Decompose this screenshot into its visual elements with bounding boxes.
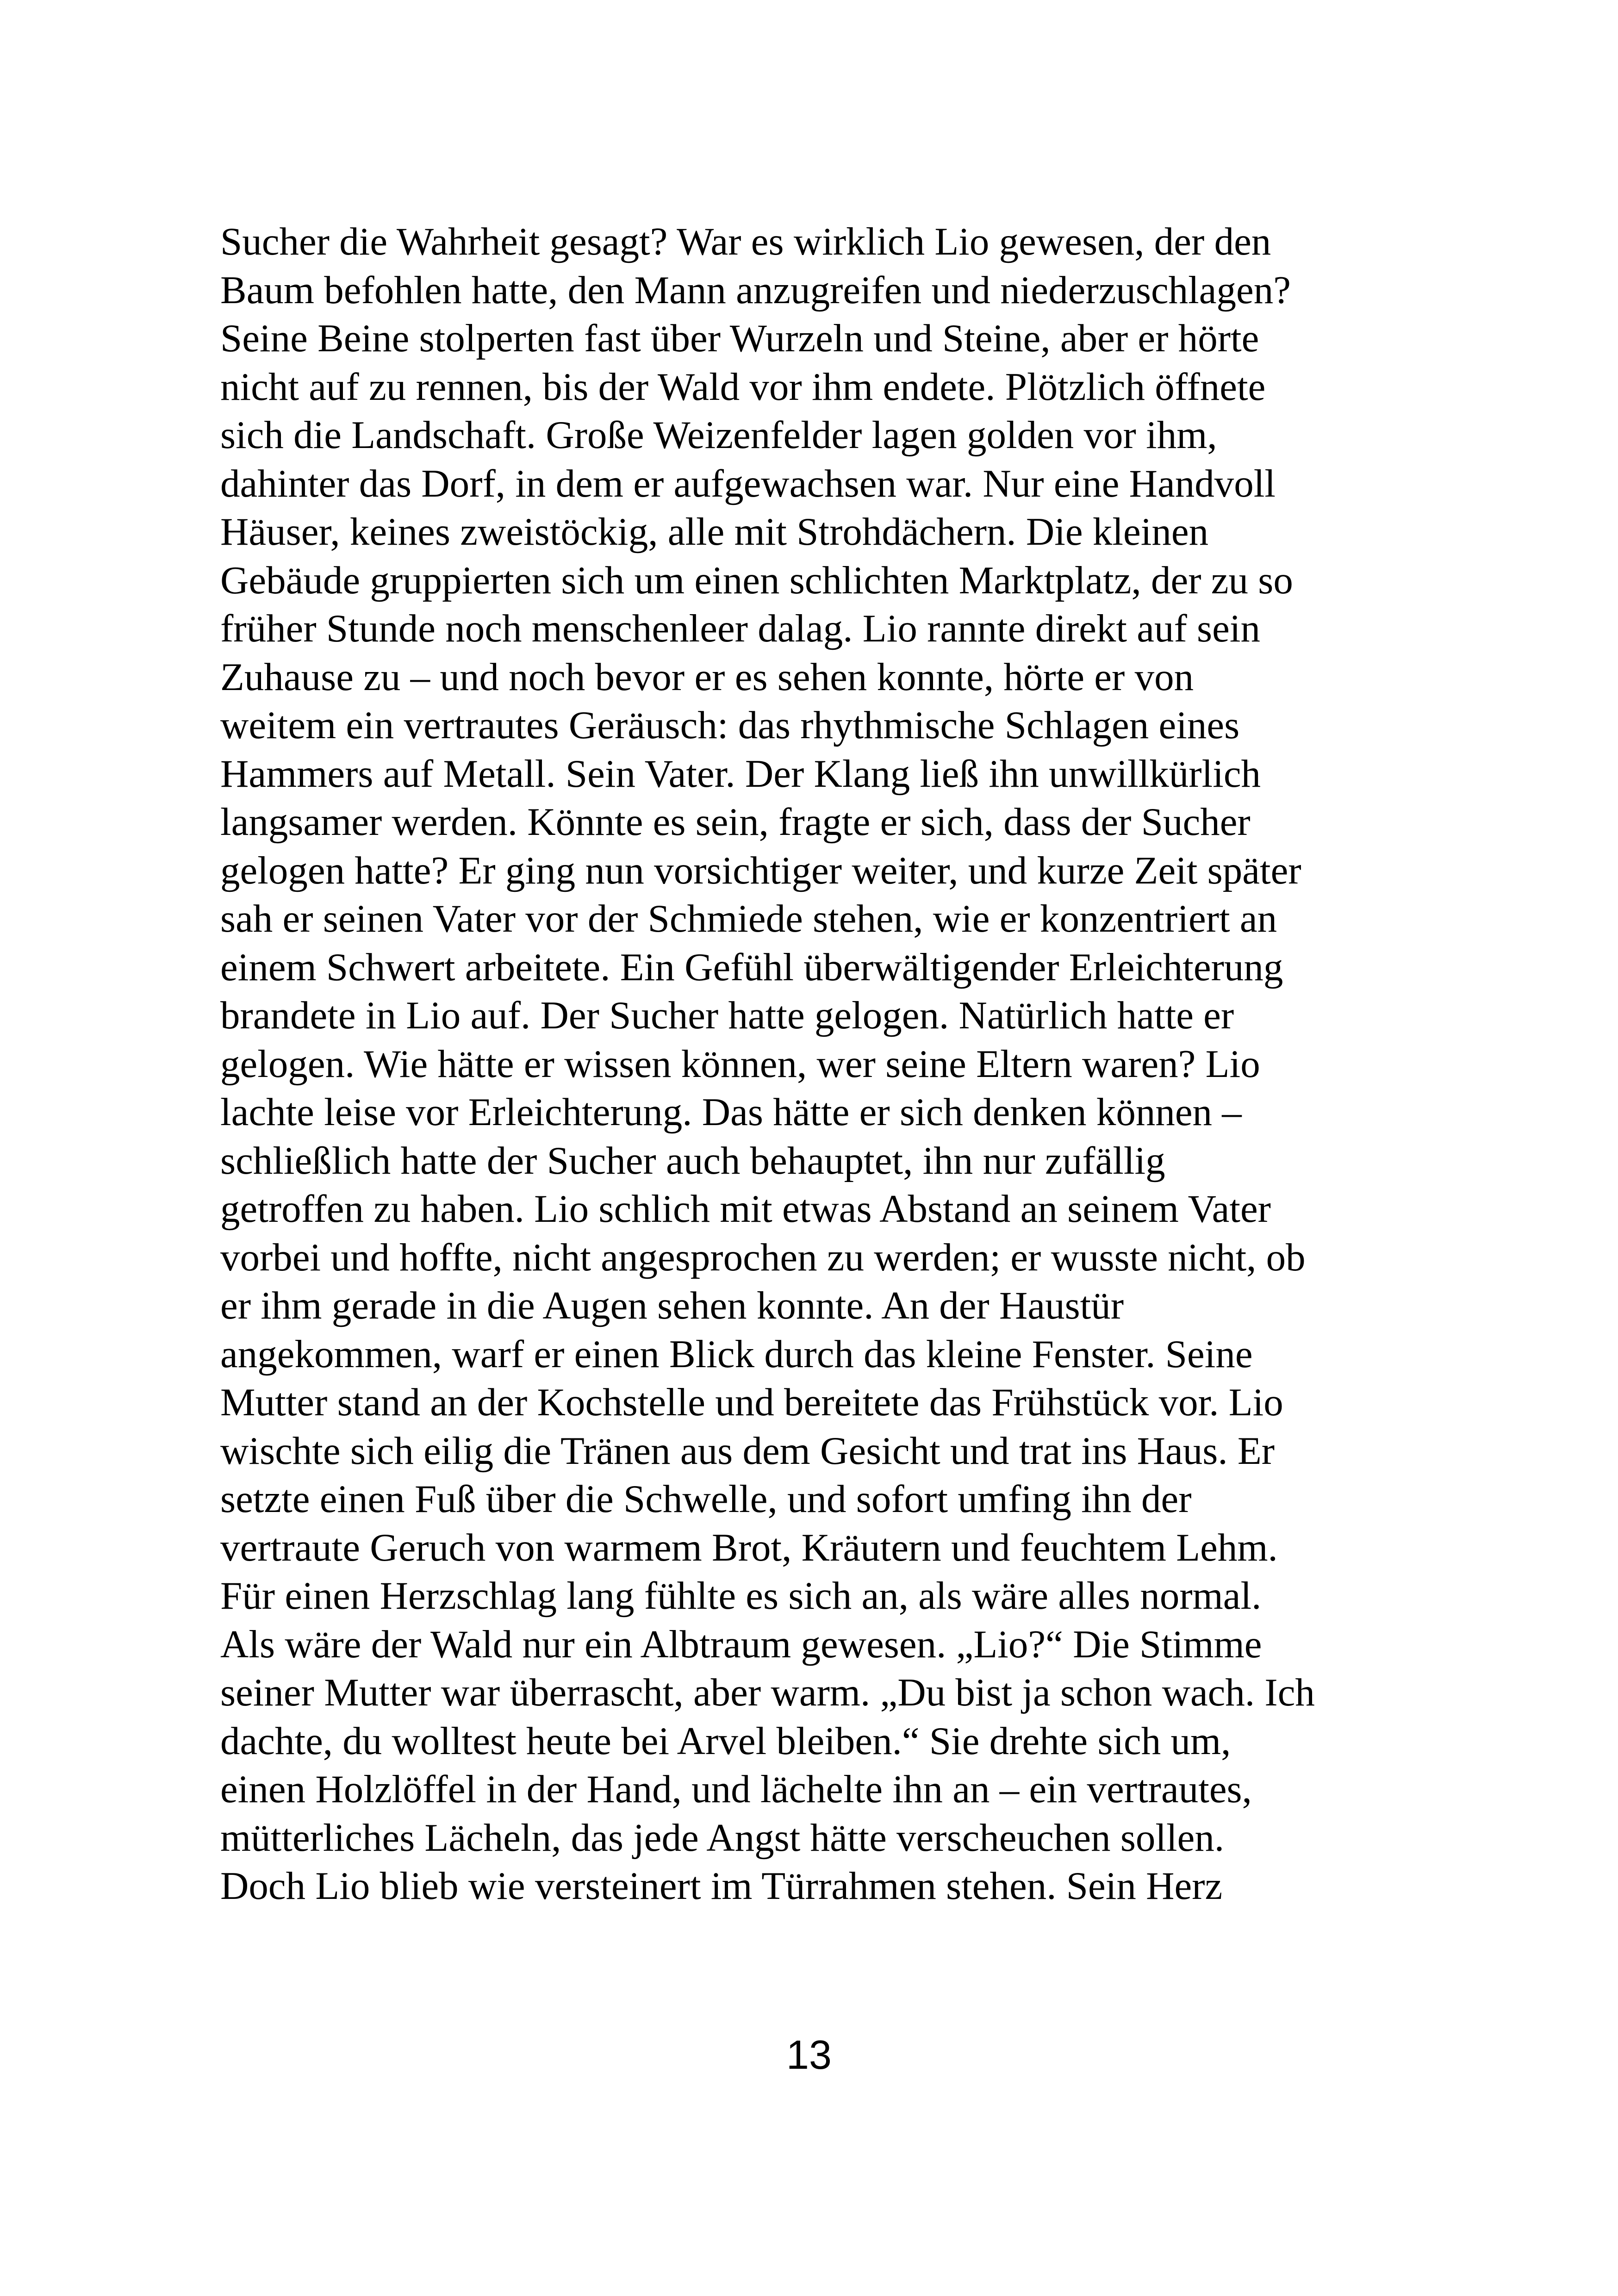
text-line: gelogen. Wie hätte er wissen können, wer seine Eltern waren? Lio [220, 1042, 1260, 1086]
text-line: einem Schwert arbeitete. Ein Gefühl überwältigender Erleichterung [220, 945, 1283, 989]
text-line: nicht auf zu rennen, bis der Wald vor ihm endete. Plötzlich öffnete [220, 365, 1266, 409]
text-line: gelogen hatte? Er ging nun vorsichtiger weiter, und kurze Zeit später [220, 848, 1301, 892]
text-line: Sucher die Wahrheit gesagt? War es wirklich Lio gewesen, der den [220, 220, 1271, 263]
text-line: Hammers auf Metall. Sein Vater. Der Klang ließ ihn unwillkürlich [220, 752, 1261, 796]
text-line: Häuser, keines zweistöckig, alle mit Strohdächern. Die kleinen [220, 510, 1209, 554]
text-line: wischte sich eilig die Tränen aus dem Gesicht und trat ins Haus. Er [220, 1429, 1275, 1473]
body-text [220, 218, 1424, 1910]
text-line: getroffen zu haben. Lio schlich mit etwas Abstand an seinem Vater [220, 1187, 1271, 1231]
text-line: sich die Landschaft. Große Weizenfelder lagen golden vor ihm, [220, 413, 1217, 457]
text-line: vorbei und hoffte, nicht angesprochen zu werden; er wusste nicht, ob [220, 1235, 1306, 1279]
text-line: angekommen, warf er einen Blick durch das kleine Fenster. Seine [220, 1332, 1253, 1376]
text-line: langsamer werden. Könnte es sein, fragte er sich, dass der Sucher [220, 800, 1251, 844]
text-line: Als wäre der Wald nur ein Albtraum gewesen. „Lio?“ Die Stimme [220, 1622, 1262, 1666]
text-line: brandete in Lio auf. Der Sucher hatte gelogen. Natürlich hatte er [220, 994, 1234, 1037]
text-line: setzte einen Fuß über die Schwelle, und sofort umfing ihn der [220, 1477, 1192, 1521]
text-line: Gebäude gruppierten sich um einen schlichten Marktplatz, der zu so [220, 558, 1293, 602]
text-line: Doch Lio blieb wie versteinert im Türrahmen stehen. Sein Herz [220, 1864, 1223, 1908]
text-line: vertraute Geruch von warmem Brot, Kräutern und feuchtem Lehm. [220, 1525, 1278, 1569]
text-line: er ihm gerade in die Augen sehen konnte. An der Haustür [220, 1284, 1124, 1327]
text-line: seiner Mutter war überrascht, aber warm. „Du bist ja schon wach. Ich [220, 1671, 1315, 1714]
text-line: weitem ein vertrautes Geräusch: das rhythmische Schlagen eines [220, 703, 1240, 747]
text-line: sah er seinen Vater vor der Schmiede stehen, wie er konzentriert an [220, 897, 1277, 940]
text-line: Zuhause zu – und noch bevor er es sehen konnte, hörte er von [220, 655, 1194, 699]
text-line: lachte leise vor Erleichterung. Das hätte er sich denken können – [220, 1090, 1242, 1134]
text-line: Seine Beine stolperten fast über Wurzeln und Steine, aber er hörte [220, 317, 1259, 360]
text-line: früher Stunde noch menschenleer dalag. Lio rannte direkt auf sein [220, 607, 1260, 650]
text-line: dachte, du wolltest heute bei Arvel bleiben.“ Sie drehte sich um, [220, 1719, 1231, 1763]
text-line: schließlich hatte der Sucher auch behauptet, ihn nur zufällig [220, 1139, 1165, 1182]
text-line: dahinter das Dorf, in dem er aufgewachsen war. Nur eine Handvoll [220, 461, 1276, 505]
text-line: einen Holzlöffel in der Hand, und lächelte ihn an – ein vertrautes, [220, 1767, 1252, 1811]
text-line: mütterliches Lächeln, das jede Angst hätte verscheuchen sollen. [220, 1816, 1225, 1860]
page-number: 13 [786, 2032, 832, 2078]
text-line: Für einen Herzschlag lang fühlte es sich an, als wäre alles normal. [220, 1574, 1262, 1618]
text-line: Baum befohlen hatte, den Mann anzugreifen und niederzuschlagen? [220, 268, 1291, 312]
text-line: Mutter stand an der Kochstelle und bereitete das Frühstück vor. Lio [220, 1381, 1283, 1424]
